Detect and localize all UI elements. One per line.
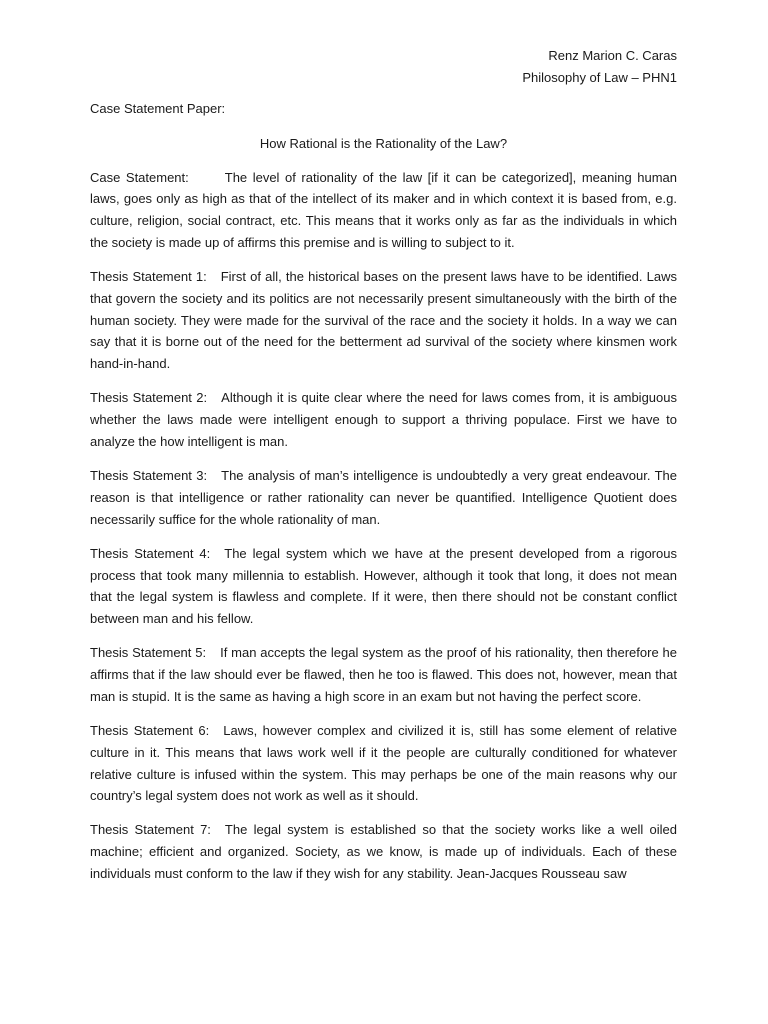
paragraph-lead: Thesis Statement 3: <box>90 468 208 484</box>
thesis-statement-2-paragraph <box>90 387 677 452</box>
paragraph-lead: Thesis Statement 4: <box>90 545 211 561</box>
thesis-statement-1-paragraph <box>90 266 677 375</box>
thesis-statement-3-paragraph <box>90 465 677 530</box>
paragraph-lead: Thesis Statement 1: <box>90 269 207 285</box>
paragraph-text: The legal system which we have at the present developed from a rigorous process that took many millennia to establish. However, although it took that long, it does not mean that the legal system is flawless and complete. If it were, then there should not be constant conflict between man and his fellow. <box>90 545 677 627</box>
document-body <box>90 98 677 897</box>
thesis-statement-4-paragraph <box>90 543 677 630</box>
paragraph-text: Laws, however complex and civilized it is, still has some element of relative culture in it. This means that laws work well if it the people are culturally conditioned for whatever relative culture is infused within the system. This may perhaps be one of the main reasons why our country’s legal system does not work as well as it should. <box>90 722 677 804</box>
paper-label: Case Statement Paper: <box>90 101 226 116</box>
thesis-statement-6-paragraph <box>90 720 677 807</box>
paragraph-lead: Case Statement: <box>90 169 189 185</box>
paragraph-lead: Thesis Statement 5: <box>90 645 207 661</box>
case-statement-paragraph <box>90 167 677 254</box>
author-name: Renz Marion C. Caras <box>548 48 677 63</box>
paragraph-text: If man accepts the legal system as the proof of his rationality, then therefore he affirms that if the law should ever be flawed, then he too is flawed. This does not, however, mean that man is stupid. It is the same as having a high score in an exam but not having the perfect score. <box>90 645 677 704</box>
paragraph-text: The legal system is established so that the society works like a well oiled machine; efficient and organized. Society, as we know, is made up of individuals. Each of these individuals must conform to the law if they wish for any stability. Jean-Jacques Rousseau saw <box>90 822 677 881</box>
paragraph-lead: Thesis Statement 7: <box>90 822 211 838</box>
paragraph-text: The analysis of man’s intelligence is undoubtedly a very great endeavour. The reason is that intelligence or rather rationality can never be quantified. Intelligence Quotient does necessarily suffice for the whole rationality of man. <box>90 468 677 527</box>
course-name: Philosophy of Law – PHN1 <box>522 69 677 85</box>
paragraph-lead: Thesis Statement 2: <box>90 390 208 406</box>
thesis-statement-7-paragraph <box>90 819 677 884</box>
paragraph-text: The level of rationality of the law [if it can be categorized], meaning human laws, goes only as high as that of the intellect of its maker and in which context it is based from, e.g. culture, religion, social contract, etc. This means that it works only as far as the individuals in which the society is made up of affirms this premise and is willing to subject to it. <box>90 169 677 250</box>
document-header <box>522 45 677 88</box>
paragraph-text: First of all, the historical bases on the present laws have to be identified. Laws that govern the society and its politics are not necessarily present simultaneously with the birth of the human society. They were made for the survival of the race and the society it holds. In a way we can say that it is borne out of the need for the betterment ad survival of the society where kinsmen work hand-in-hand. <box>90 269 677 372</box>
paragraph-text: Although it is quite clear where the need for laws comes from, it is ambiguous whether the laws made were intelligent enough to support a thriving populace. First we have to analyze the how intelligent is man. <box>90 390 677 449</box>
thesis-statement-5-paragraph <box>90 642 677 707</box>
paragraph-lead: Thesis Statement 6: <box>90 722 210 738</box>
document-title: How Rational is the Rationality of the Law? <box>259 135 508 151</box>
